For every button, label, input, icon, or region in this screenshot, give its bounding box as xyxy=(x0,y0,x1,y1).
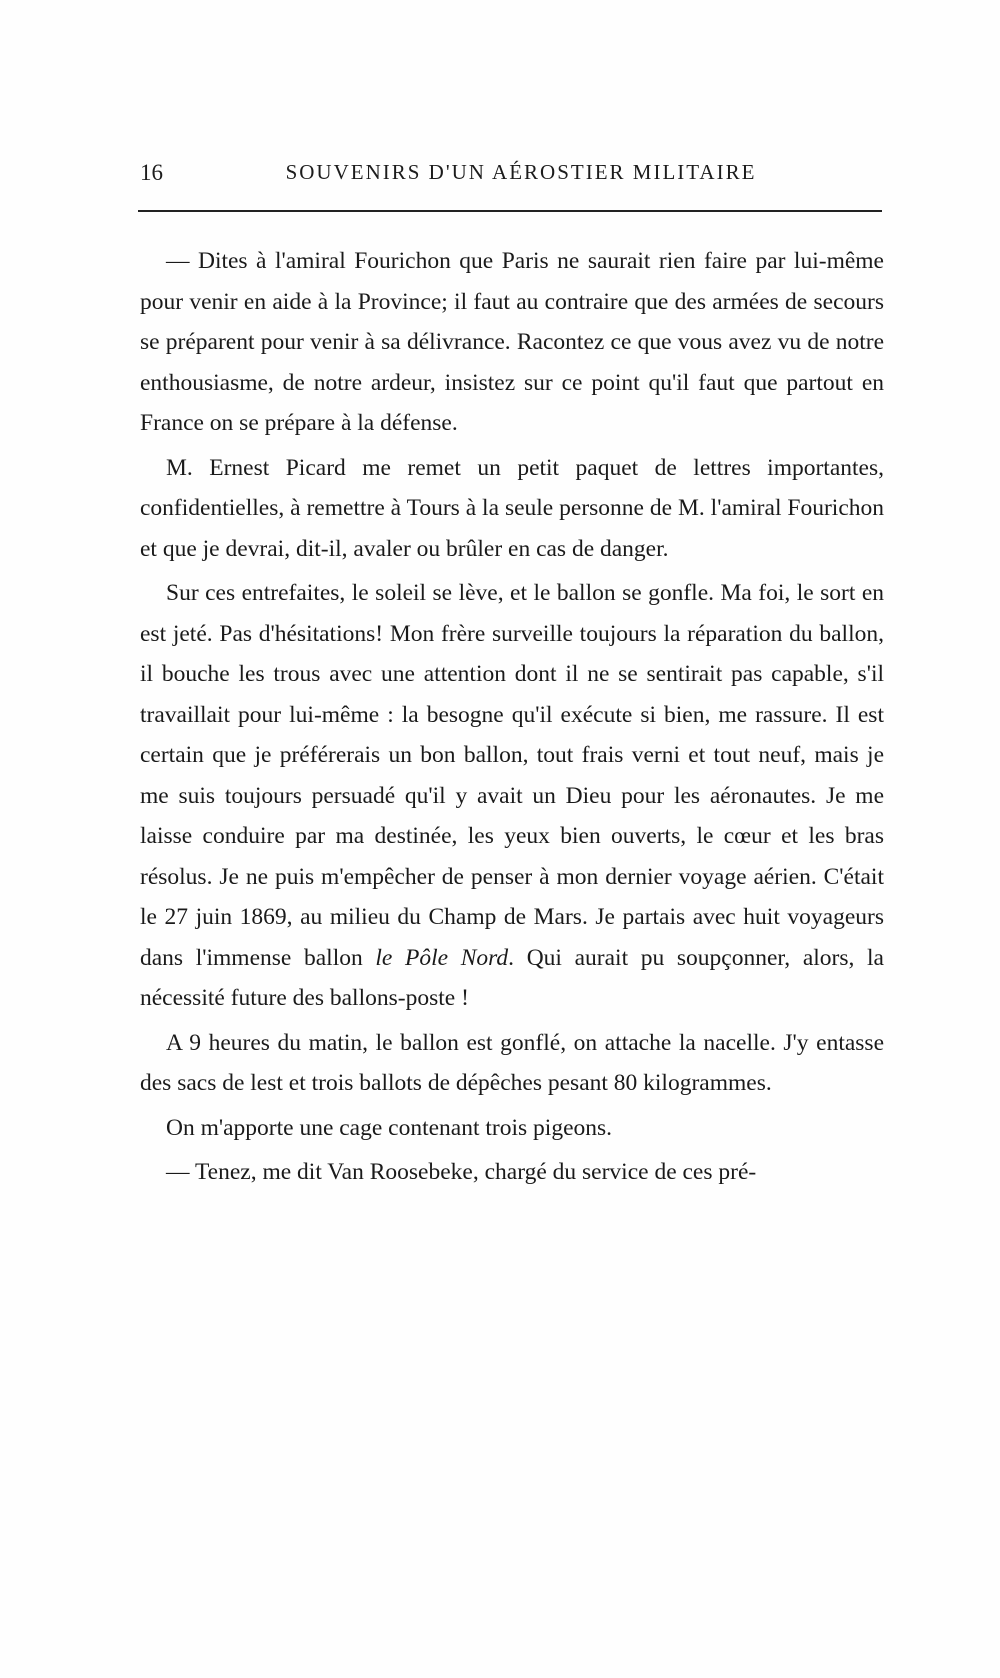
paragraph-4 xyxy=(140,1023,884,1104)
paragraph-1-text: — Dites à l'amiral Fourichon que Paris ne saurait rien faire par lui-même pour venir en aide à la Province; il faut au contraire que des armées de secours se préparent pour venir à sa délivrance. Racontez ce que vous avez vu de notre enthousiasme, de notre ardeur, insistez sur ce point qu'il faut que partout en France on se prépare à la défense. xyxy=(140,248,884,436)
body-text xyxy=(140,241,884,1197)
paragraph-4-text: A 9 heures du matin, le ballon est gonflé, on attache la nacelle. J'y entasse des sacs de lest et trois ballots de dépêches pesant 80 kilogrammes. xyxy=(140,1029,884,1096)
paragraph-3-tail: . Qui aurait pu soupçonner, alors, la nécessité future des ballons-poste ! xyxy=(140,944,884,1011)
paragraph-2 xyxy=(140,448,884,570)
page-number: 16 xyxy=(140,160,163,185)
running-header xyxy=(140,160,882,200)
paragraph-3-text: Sur ces entrefaites, le soleil se lève, et le ballon se gonfle. Ma foi, le sort en est jeté. Pas d'hésitations! Mon frère surveille toujours la réparation du ballon, il bouche les trous avec une attention dont il ne se sentirait pas capable, s'il travaillait pour lui-même : la besogne qu'il exécute si bien, me rassure. Il est certain que je préférerais un bon ballon, tout frais verni et tout neuf, mais je me suis toujours persuadé qu'il y avait un Dieu pour les aéronautes. Je me laisse conduire par ma destinée, les yeux bien ouverts, le cœur et les bras résolus. Je ne puis m'empêcher de penser à mon dernier voyage aérien. C'était le 27 juin 1869, au milieu du Champ de Mars. Je partais avec huit voyageurs dans l'immense ballon xyxy=(140,580,884,971)
paragraph-6-text: — Tenez, me dit Van Roosebeke, chargé du service de ces pré- xyxy=(166,1159,757,1185)
header-rule xyxy=(138,210,882,212)
paragraph-2-text: M. Ernest Picard me remet un petit paquet de lettres importantes, confidentielles, à remettre à Tours à la seule personne de M. l'amiral Fourichon et que je devrai, dit-il, avaler ou brûler en cas de danger. xyxy=(140,454,884,562)
paragraph-5 xyxy=(140,1108,884,1149)
paragraph-6 xyxy=(140,1152,884,1193)
paragraph-1 xyxy=(140,241,884,444)
paragraph-3 xyxy=(140,573,884,1019)
running-title: SOUVENIRS D'UN AÉROSTIER MILITAIRE xyxy=(285,160,757,184)
paragraph-5-text: On m'apporte une cage contenant trois pigeons. xyxy=(166,1114,613,1141)
balloon-name-italic: le Pôle Nord xyxy=(375,944,509,971)
